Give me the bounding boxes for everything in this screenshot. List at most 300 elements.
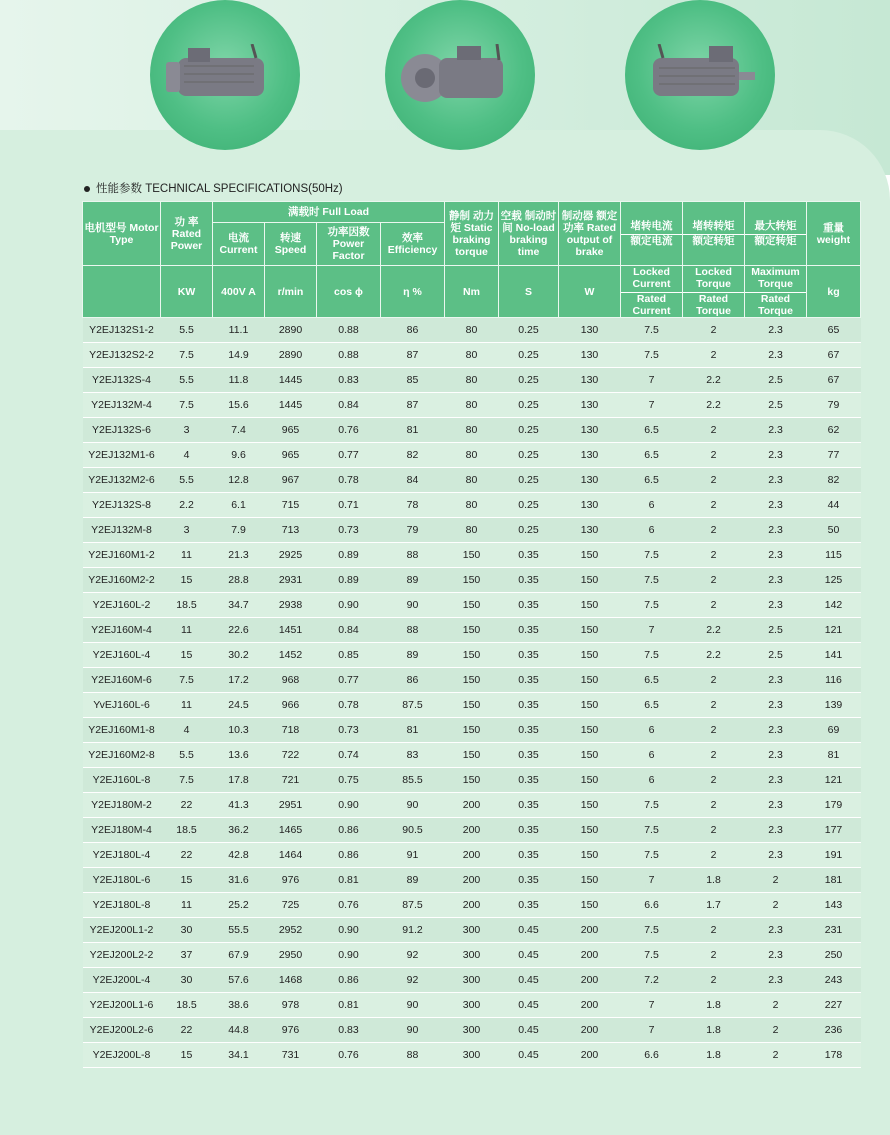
- cell-torque: 150: [445, 568, 499, 593]
- cell-current: 12.8: [213, 468, 265, 493]
- cell-brake-output: 130: [559, 418, 621, 443]
- cell-motor-type: Y2EJ200L1-2: [83, 918, 161, 943]
- cell-power-factor: 0.83: [317, 1018, 381, 1043]
- cell-brake-output: 150: [559, 593, 621, 618]
- cell-power-factor: 0.73: [317, 518, 381, 543]
- spec-table: [82, 201, 861, 1068]
- cell-motor-type: Y2EJ180L-6: [83, 868, 161, 893]
- cell-efficiency: 78: [381, 493, 445, 518]
- cell-efficiency: 84: [381, 468, 445, 493]
- cell-power: 11: [161, 893, 213, 918]
- cell-torque: 300: [445, 993, 499, 1018]
- cell-efficiency: 91: [381, 843, 445, 868]
- cell-power: 11: [161, 618, 213, 643]
- table-row: [83, 568, 861, 593]
- cell-locked-torque: 1.8: [683, 1018, 745, 1043]
- table-row: [83, 393, 861, 418]
- cell-power: 30: [161, 918, 213, 943]
- cell-locked-current: 6.5: [621, 468, 683, 493]
- cell-current: 17.2: [213, 668, 265, 693]
- cell-locked-current: 6.6: [621, 893, 683, 918]
- cell-braking-time: 0.35: [499, 568, 559, 593]
- cell-locked-current: 7.5: [621, 843, 683, 868]
- cell-weight: 121: [807, 768, 861, 793]
- cell-max-torque: 2.3: [745, 443, 807, 468]
- cell-power: 15: [161, 643, 213, 668]
- cell-torque: 150: [445, 693, 499, 718]
- cell-max-torque: 2.5: [745, 393, 807, 418]
- table-row: [83, 1018, 861, 1043]
- cell-speed: 718: [265, 718, 317, 743]
- cell-weight: 231: [807, 918, 861, 943]
- cell-max-torque: 2.3: [745, 693, 807, 718]
- cell-locked-current: 7.5: [621, 793, 683, 818]
- cell-braking-time: 0.35: [499, 593, 559, 618]
- cell-torque: 80: [445, 343, 499, 368]
- cell-motor-type: Y2EJ160M-4: [83, 618, 161, 643]
- header-speed: 转速 Speed: [265, 223, 317, 266]
- cell-speed: 1445: [265, 393, 317, 418]
- cell-torque: 80: [445, 493, 499, 518]
- table-row: [83, 418, 861, 443]
- unit-locked-current-bottom: Rated Current: [632, 293, 671, 317]
- cell-brake-output: 150: [559, 568, 621, 593]
- cell-brake-output: 130: [559, 393, 621, 418]
- cell-motor-type: Y2EJ200L2-2: [83, 943, 161, 968]
- cell-speed: 722: [265, 743, 317, 768]
- cell-braking-time: 0.35: [499, 693, 559, 718]
- cell-max-torque: 2.3: [745, 768, 807, 793]
- cell-power-factor: 0.86: [317, 818, 381, 843]
- cell-locked-current: 6: [621, 518, 683, 543]
- header-locked-current: [621, 202, 683, 266]
- cell-locked-torque: 2.2: [683, 618, 745, 643]
- header-current: 电流 Current: [213, 223, 265, 266]
- cell-motor-type: Y2EJ160M2-2: [83, 568, 161, 593]
- cell-power: 3: [161, 418, 213, 443]
- cell-power: 11: [161, 543, 213, 568]
- cell-efficiency: 87: [381, 343, 445, 368]
- cell-torque: 80: [445, 393, 499, 418]
- motor-photo-1: [150, 0, 300, 150]
- cell-power: 15: [161, 1043, 213, 1068]
- cell-motor-type: Y2EJ160M1-2: [83, 543, 161, 568]
- cell-weight: 143: [807, 893, 861, 918]
- cell-motor-type: Y2EJ160L-8: [83, 768, 161, 793]
- cell-locked-torque: 2: [683, 443, 745, 468]
- header-locked-current-bottom: 额定电流: [630, 235, 673, 247]
- unit-motor-type: [83, 266, 161, 318]
- cell-current: 42.8: [213, 843, 265, 868]
- unit-power-factor: cos ϕ: [317, 266, 381, 318]
- cell-max-torque: 2.3: [745, 518, 807, 543]
- header-efficiency: 效率 Efficiency: [381, 223, 445, 266]
- cell-braking-time: 0.45: [499, 943, 559, 968]
- cell-locked-torque: 1.7: [683, 893, 745, 918]
- cell-weight: 121: [807, 618, 861, 643]
- table-row: [83, 593, 861, 618]
- cell-power: 5.5: [161, 743, 213, 768]
- cell-locked-torque: 1.8: [683, 993, 745, 1018]
- cell-braking-time: 0.35: [499, 668, 559, 693]
- cell-torque: 150: [445, 668, 499, 693]
- cell-power: 5.5: [161, 468, 213, 493]
- cell-locked-torque: 2: [683, 818, 745, 843]
- cell-weight: 179: [807, 793, 861, 818]
- header-power: 功 率 Rated Power: [161, 202, 213, 266]
- cell-max-torque: 2.3: [745, 593, 807, 618]
- cell-power-factor: 0.76: [317, 893, 381, 918]
- cell-brake-output: 150: [559, 668, 621, 693]
- cell-current: 14.9: [213, 343, 265, 368]
- cell-torque: 150: [445, 543, 499, 568]
- cell-efficiency: 87.5: [381, 693, 445, 718]
- cell-weight: 139: [807, 693, 861, 718]
- cell-motor-type: Y2EJ160M1-8: [83, 718, 161, 743]
- cell-braking-time: 0.25: [499, 393, 559, 418]
- cell-locked-current: 6: [621, 493, 683, 518]
- cell-current: 7.9: [213, 518, 265, 543]
- table-row: [83, 1043, 861, 1068]
- cell-torque: 80: [445, 418, 499, 443]
- cell-power-factor: 0.77: [317, 668, 381, 693]
- cell-speed: 721: [265, 768, 317, 793]
- cell-speed: 715: [265, 493, 317, 518]
- cell-locked-current: 7.5: [621, 343, 683, 368]
- header-locked-torque-bottom: 额定转矩: [692, 235, 735, 247]
- cell-max-torque: 2: [745, 893, 807, 918]
- cell-max-torque: 2.3: [745, 468, 807, 493]
- cell-torque: 80: [445, 443, 499, 468]
- cell-weight: 79: [807, 393, 861, 418]
- table-row: [83, 468, 861, 493]
- cell-speed: 965: [265, 418, 317, 443]
- cell-locked-current: 6: [621, 768, 683, 793]
- cell-efficiency: 83: [381, 743, 445, 768]
- cell-torque: 150: [445, 618, 499, 643]
- cell-current: 67.9: [213, 943, 265, 968]
- cell-brake-output: 150: [559, 618, 621, 643]
- cell-power: 5.5: [161, 318, 213, 343]
- cell-locked-torque: 2.2: [683, 368, 745, 393]
- cell-current: 38.6: [213, 993, 265, 1018]
- cell-locked-current: 6.5: [621, 693, 683, 718]
- unit-locked-current-top: Locked Current: [621, 266, 682, 293]
- cell-max-torque: 2.3: [745, 568, 807, 593]
- cell-brake-output: 130: [559, 493, 621, 518]
- cell-efficiency: 87: [381, 393, 445, 418]
- cell-motor-type: Y2EJ180L-4: [83, 843, 161, 868]
- cell-power: 3: [161, 518, 213, 543]
- cell-power: 18.5: [161, 818, 213, 843]
- cell-braking-time: 0.45: [499, 1043, 559, 1068]
- table-row: [83, 668, 861, 693]
- header-power-factor: 功率因数 Power Factor: [317, 223, 381, 266]
- cell-brake-output: 200: [559, 1018, 621, 1043]
- table-row: [83, 368, 861, 393]
- cell-max-torque: 2.3: [745, 743, 807, 768]
- table-row: [83, 618, 861, 643]
- cell-power-factor: 0.84: [317, 393, 381, 418]
- cell-current: 11.8: [213, 368, 265, 393]
- cell-torque: 300: [445, 943, 499, 968]
- cell-locked-current: 7.5: [621, 568, 683, 593]
- cell-power-factor: 0.73: [317, 718, 381, 743]
- cell-efficiency: 82: [381, 443, 445, 468]
- cell-max-torque: 2.3: [745, 668, 807, 693]
- cell-locked-torque: 2: [683, 468, 745, 493]
- cell-max-torque: 2.3: [745, 943, 807, 968]
- cell-speed: 731: [265, 1043, 317, 1068]
- cell-locked-current: 7: [621, 393, 683, 418]
- cell-weight: 115: [807, 543, 861, 568]
- cell-max-torque: 2: [745, 1018, 807, 1043]
- cell-motor-type: Y2EJ132S2-2: [83, 343, 161, 368]
- cell-efficiency: 90: [381, 1018, 445, 1043]
- table-row: [83, 768, 861, 793]
- cell-max-torque: 2: [745, 868, 807, 893]
- cell-power-factor: 0.88: [317, 318, 381, 343]
- cell-braking-time: 0.35: [499, 718, 559, 743]
- cell-efficiency: 88: [381, 618, 445, 643]
- cell-speed: 2890: [265, 343, 317, 368]
- cell-locked-torque: 2: [683, 418, 745, 443]
- cell-current: 17.8: [213, 768, 265, 793]
- unit-time: S: [499, 266, 559, 318]
- table-row: [83, 518, 861, 543]
- cell-speed: 967: [265, 468, 317, 493]
- cell-brake-output: 150: [559, 693, 621, 718]
- cell-power-factor: 0.78: [317, 693, 381, 718]
- cell-locked-torque: 2: [683, 318, 745, 343]
- cell-weight: 77: [807, 443, 861, 468]
- cell-efficiency: 81: [381, 418, 445, 443]
- cell-efficiency: 89: [381, 643, 445, 668]
- cell-motor-type: Y2EJ160M2-8: [83, 743, 161, 768]
- cell-brake-output: 130: [559, 468, 621, 493]
- cell-power-factor: 0.81: [317, 868, 381, 893]
- cell-weight: 69: [807, 718, 861, 743]
- cell-weight: 236: [807, 1018, 861, 1043]
- cell-torque: 300: [445, 1043, 499, 1068]
- header-locked-torque: [683, 202, 745, 266]
- cell-locked-current: 7.2: [621, 968, 683, 993]
- cell-locked-torque: 2: [683, 843, 745, 868]
- table-row: [83, 318, 861, 343]
- cell-brake-output: 130: [559, 318, 621, 343]
- cell-locked-current: 6: [621, 718, 683, 743]
- cell-locked-torque: 2: [683, 543, 745, 568]
- cell-speed: 1468: [265, 968, 317, 993]
- cell-brake-output: 150: [559, 843, 621, 868]
- spec-table-body: [83, 318, 861, 1068]
- cell-power-factor: 0.75: [317, 768, 381, 793]
- cell-power: 22: [161, 793, 213, 818]
- cell-current: 10.3: [213, 718, 265, 743]
- cell-current: 34.7: [213, 593, 265, 618]
- cell-motor-type: Y2EJ132M-8: [83, 518, 161, 543]
- section-title-text: 性能参数 TECHNICAL SPECIFICATIONS(50Hz): [96, 183, 343, 195]
- cell-power-factor: 0.90: [317, 593, 381, 618]
- cell-max-torque: 2: [745, 1043, 807, 1068]
- cell-brake-output: 150: [559, 893, 621, 918]
- cell-speed: 2938: [265, 593, 317, 618]
- header-max-torque-bottom: 额定转矩: [754, 235, 797, 247]
- cell-current: 57.6: [213, 968, 265, 993]
- header-brake-output: 制动器 额定功率 Rated output of brake: [559, 202, 621, 266]
- cell-weight: 125: [807, 568, 861, 593]
- cell-power-factor: 0.76: [317, 1043, 381, 1068]
- cell-max-torque: 2.3: [745, 493, 807, 518]
- cell-max-torque: 2.5: [745, 618, 807, 643]
- table-row: [83, 743, 861, 768]
- table-row: [83, 993, 861, 1018]
- cell-motor-type: Y2EJ132M1-6: [83, 443, 161, 468]
- cell-speed: 1451: [265, 618, 317, 643]
- cell-power: 7.5: [161, 768, 213, 793]
- cell-torque: 150: [445, 643, 499, 668]
- cell-brake-output: 150: [559, 743, 621, 768]
- cell-current: 11.1: [213, 318, 265, 343]
- cell-power: 4: [161, 443, 213, 468]
- cell-torque: 80: [445, 318, 499, 343]
- cell-braking-time: 0.35: [499, 768, 559, 793]
- cell-speed: 2951: [265, 793, 317, 818]
- cell-power: 18.5: [161, 993, 213, 1018]
- cell-weight: 141: [807, 643, 861, 668]
- cell-efficiency: 89: [381, 868, 445, 893]
- cell-max-torque: 2.3: [745, 318, 807, 343]
- cell-torque: 80: [445, 468, 499, 493]
- cell-braking-time: 0.45: [499, 968, 559, 993]
- unit-locked-torque-bottom: Rated Torque: [696, 293, 731, 317]
- cell-locked-torque: 2: [683, 743, 745, 768]
- cell-motor-type: Y2EJ160L-2: [83, 593, 161, 618]
- cell-power: 4: [161, 718, 213, 743]
- cell-torque: 300: [445, 968, 499, 993]
- cell-weight: 50: [807, 518, 861, 543]
- cell-locked-current: 7: [621, 1018, 683, 1043]
- cell-current: 24.5: [213, 693, 265, 718]
- cell-weight: 67: [807, 368, 861, 393]
- cell-motor-type: Y2EJ180L-8: [83, 893, 161, 918]
- bullet-icon: [84, 186, 90, 192]
- cell-motor-type: Y2EJ132S-6: [83, 418, 161, 443]
- cell-locked-current: 6.5: [621, 668, 683, 693]
- cell-locked-current: 7: [621, 868, 683, 893]
- cell-power: 22: [161, 1018, 213, 1043]
- cell-power: 18.5: [161, 593, 213, 618]
- cell-weight: 116: [807, 668, 861, 693]
- cell-power-factor: 0.84: [317, 618, 381, 643]
- cell-weight: 177: [807, 818, 861, 843]
- cell-brake-output: 200: [559, 1043, 621, 1068]
- cell-efficiency: 81: [381, 718, 445, 743]
- cell-locked-current: 7.5: [621, 593, 683, 618]
- table-row: [83, 818, 861, 843]
- table-row: [83, 543, 861, 568]
- table-row: [83, 443, 861, 468]
- cell-power-factor: 0.83: [317, 368, 381, 393]
- table-row: [83, 343, 861, 368]
- header-max-torque-top: 最大转矩: [745, 220, 806, 235]
- unit-efficiency: η %: [381, 266, 445, 318]
- cell-brake-output: 130: [559, 343, 621, 368]
- cell-current: 55.5: [213, 918, 265, 943]
- cell-motor-type: Y2EJ200L-8: [83, 1043, 161, 1068]
- cell-braking-time: 0.45: [499, 993, 559, 1018]
- cell-brake-output: 130: [559, 368, 621, 393]
- cell-speed: 713: [265, 518, 317, 543]
- cell-power-factor: 0.78: [317, 468, 381, 493]
- cell-power-factor: 0.88: [317, 343, 381, 368]
- cell-efficiency: 90: [381, 793, 445, 818]
- cell-brake-output: 150: [559, 868, 621, 893]
- cell-power: 2.2: [161, 493, 213, 518]
- cell-locked-current: 6: [621, 743, 683, 768]
- cell-locked-current: 7.5: [621, 318, 683, 343]
- cell-motor-type: Y2EJ132M-4: [83, 393, 161, 418]
- cell-current: 41.3: [213, 793, 265, 818]
- motor-photo-2: [385, 0, 535, 150]
- cell-weight: 178: [807, 1043, 861, 1068]
- cell-power: 7.5: [161, 343, 213, 368]
- cell-locked-torque: 2.2: [683, 393, 745, 418]
- cell-speed: 1452: [265, 643, 317, 668]
- unit-locked-torque: [683, 266, 745, 318]
- cell-power-factor: 0.86: [317, 968, 381, 993]
- cell-braking-time: 0.35: [499, 543, 559, 568]
- cell-locked-current: 7.5: [621, 818, 683, 843]
- cell-torque: 80: [445, 368, 499, 393]
- cell-locked-torque: 2: [683, 793, 745, 818]
- table-row: [83, 868, 861, 893]
- table-row: [83, 493, 861, 518]
- cell-power: 22: [161, 843, 213, 868]
- unit-torque: Nm: [445, 266, 499, 318]
- cell-speed: 976: [265, 1018, 317, 1043]
- cell-max-torque: 2.5: [745, 368, 807, 393]
- cell-braking-time: 0.35: [499, 643, 559, 668]
- cell-locked-torque: 1.8: [683, 868, 745, 893]
- header-torque: 静制 动力矩 Static braking torque: [445, 202, 499, 266]
- unit-locked-current: [621, 266, 683, 318]
- cell-locked-current: 6.5: [621, 443, 683, 468]
- cell-efficiency: 85: [381, 368, 445, 393]
- cell-speed: 2950: [265, 943, 317, 968]
- cell-locked-torque: 2: [683, 668, 745, 693]
- cell-braking-time: 0.45: [499, 918, 559, 943]
- cell-locked-torque: 2: [683, 968, 745, 993]
- cell-locked-torque: 1.8: [683, 1043, 745, 1068]
- unit-max-torque: [745, 266, 807, 318]
- cell-efficiency: 79: [381, 518, 445, 543]
- cell-current: 34.1: [213, 1043, 265, 1068]
- header-max-torque: [745, 202, 807, 266]
- cell-locked-current: 7.5: [621, 543, 683, 568]
- cell-current: 44.8: [213, 1018, 265, 1043]
- cell-speed: 725: [265, 893, 317, 918]
- cell-speed: 976: [265, 868, 317, 893]
- cell-brake-output: 150: [559, 718, 621, 743]
- header-full-load: 满载时 Full Load: [213, 202, 445, 223]
- cell-braking-time: 0.25: [499, 443, 559, 468]
- cell-speed: 2931: [265, 568, 317, 593]
- header-weight: 重量 weight: [807, 202, 861, 266]
- header-locked-torque-top: 堵转转矩: [683, 220, 744, 235]
- cell-current: 31.6: [213, 868, 265, 893]
- table-row: [83, 843, 861, 868]
